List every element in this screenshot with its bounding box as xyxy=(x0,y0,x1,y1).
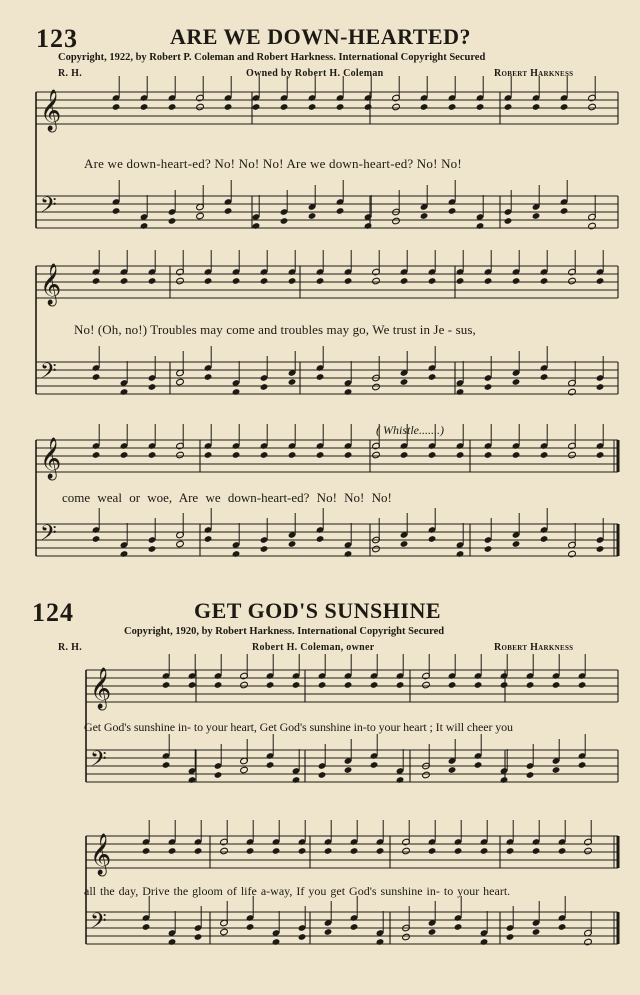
hymn-123-lyric-line-2: No! (Oh, no!) Troubles may come and troubles may go, We trust in Je - sus, xyxy=(74,322,476,337)
hymn-123-lyric-line-1: Are we down-heart-ed? No! No! No! Are we down-heart-ed? No! No! xyxy=(84,156,462,171)
hymn-124-composer: Robert Harkness xyxy=(494,642,574,653)
svg-text:𝄢: 𝄢 xyxy=(90,747,107,777)
hymn-123-number: 123 xyxy=(36,24,78,53)
svg-text:𝄞: 𝄞 xyxy=(90,834,112,875)
svg-text:𝄞: 𝄞 xyxy=(40,90,62,131)
hymn-123-owner: Owned by Robert H. Coleman xyxy=(246,68,384,79)
svg-text:𝄢: 𝄢 xyxy=(40,521,57,551)
svg-text:𝄢: 𝄢 xyxy=(40,359,57,389)
hymn-124-lyric-line-2: all the day, Drive the gloom of life a-way, If you get God's sunshine in- to your heart. xyxy=(84,884,511,898)
svg-text:𝄞: 𝄞 xyxy=(90,668,112,709)
hymn-124-number: 124 xyxy=(32,598,74,627)
hymn-124-title: GET GOD'S SUNSHINE xyxy=(194,598,442,623)
hymn-123-composer: Robert Harkness xyxy=(494,68,574,79)
svg-text:𝄢: 𝄢 xyxy=(90,909,107,939)
hymn-124-owner: Robert H. Coleman, owner xyxy=(252,642,375,653)
svg-text:𝄞: 𝄞 xyxy=(40,438,62,479)
svg-text:𝄢: 𝄢 xyxy=(40,193,57,223)
hymn-123-lyric-line-3: come weal or woe, Are we down-heart-ed? No! No! No! xyxy=(62,490,392,505)
hymn-123-copyright: Copyright, 1922, by Robert P. Coleman and Robert Harkness. International Copyright Secured xyxy=(58,52,486,63)
hymn-124-lyric-line-1: Get God's sunshine in- to your heart, Get God's sunshine in-to your heart ; It will cheer you xyxy=(84,720,513,734)
hymn-124-copyright: Copyright, 1920, by Robert Harkness. International Copyright Secured xyxy=(124,626,445,637)
hymn-123-author-initials: R. H. xyxy=(58,68,82,79)
hymn-124-author-initials: R. H. xyxy=(58,642,82,653)
hymn-123-whistle-note: ( Whistle.......) xyxy=(376,423,444,437)
hymn-123-title: ARE WE DOWN-HEARTED? xyxy=(170,24,471,49)
svg-text:𝄞: 𝄞 xyxy=(40,264,62,305)
